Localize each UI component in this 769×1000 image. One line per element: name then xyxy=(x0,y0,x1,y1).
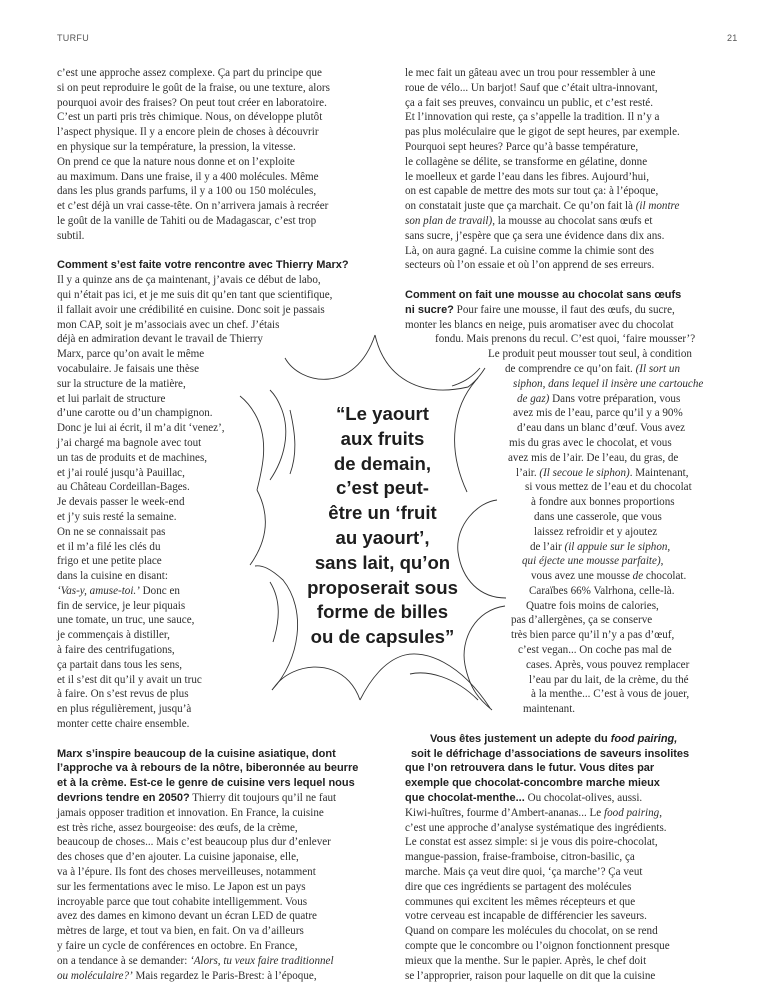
text-line: On ne se connaissait pas xyxy=(57,525,166,538)
italic-aside: de gaz) xyxy=(517,392,550,405)
text-line: C’est un parti pris très chimique. Nous, on développe plutôt xyxy=(57,111,323,124)
text-line: pourquoi avoir des fraises? On peut tout créer en laboratoire. xyxy=(57,96,327,109)
text-line: laissez refroidir et y ajoutez xyxy=(534,525,658,538)
text-line: va à l’épure. Ils font des choses merveilleuses, notamment xyxy=(57,866,316,879)
text-line: d’une carotte ou d’un champignon. xyxy=(57,407,213,420)
text-line: mon CAP, soit je m’associais avec un chef. J’étais xyxy=(57,318,280,331)
text-line: secteurs où l’on essaie et où l’on apprend de ses erreurs. xyxy=(405,259,655,272)
text-line xyxy=(405,540,735,555)
qa-block-mousse xyxy=(405,288,735,717)
pull-quote-line: “Le yaourt xyxy=(336,403,429,424)
text-line: est très riche, assez bourgeoise: des œufs, de la crème, xyxy=(57,821,298,834)
text-line: et j’y suis resté la semaine. xyxy=(57,510,177,523)
text-line: marche. Mais ça veut dire quoi, ‘ça marche’? Ça veut xyxy=(405,866,643,879)
interview-question: soit le défrichage d’associations de saveurs insolites xyxy=(411,747,690,760)
interview-question: que chocolat-menthe... xyxy=(405,792,525,805)
text-line: sur les fermentations avec le miso. Le Japon est un pays xyxy=(57,880,306,893)
text-line: au Château Cordeillan-Bages. xyxy=(57,481,190,494)
text-line: pas d’allergènes, ça se conserve xyxy=(511,614,653,627)
pull-quote-line: être un ‘fruit xyxy=(328,502,437,524)
text-line: dire que ces ingrédients se partagent des molécules xyxy=(405,880,632,893)
text-line: dans les plus grands parfums, il y a 100 ou 150 molécules, xyxy=(57,185,317,198)
text-line xyxy=(405,199,735,214)
italic-quote: ‘Alors, tu veux faire traditionnel xyxy=(190,954,334,967)
text-line: c’est vegan... On coche pas mal de xyxy=(518,644,672,657)
italic-quote: ou moléculaire?’ xyxy=(57,969,133,982)
text-line: ça a fait ses preuves, convaincu un public, et c’est resté. xyxy=(405,96,653,109)
interview-question: Comment on fait une mousse au chocolat sans œufs xyxy=(405,288,682,301)
italic-word: de xyxy=(632,570,644,583)
text-line: pas plus moléculaire que le gigot de sept heures, par exemple. xyxy=(405,126,680,139)
interview-question: devrions tendre en 2050? xyxy=(57,792,190,805)
text-line: et il m’a filé les clés du xyxy=(57,540,161,553)
text-line: monter cette chaire ensemble. xyxy=(57,718,190,731)
text-line: sur la structure de la matière, xyxy=(57,377,186,390)
text-line: on est capable de mettre des mots sur tout ça: à l’époque, xyxy=(405,185,659,198)
text-line: communes qui excitent les mêmes récepteurs et que xyxy=(405,895,636,908)
text-line: Caraïbes 66% Valrhona, celle-là. xyxy=(529,584,675,597)
italic-aside: siphon, dans lequel il insère une cartouche xyxy=(513,377,704,390)
text-line: se l’approprier, raison pour laquelle on dit que la cuisine xyxy=(405,969,656,982)
text-fragment: chocolat. xyxy=(643,570,687,583)
qa-block-food-pairing xyxy=(405,732,735,984)
text-line: déjà en admiration devant le travail de Thierry xyxy=(57,333,263,346)
interview-question: ni sucre? xyxy=(405,303,454,316)
text-fragment: , xyxy=(660,555,664,568)
text-line: un tas de produits et de machines, xyxy=(57,451,208,464)
interview-question: et à la crème. Est-ce le genre de cuisine vers lequel nous xyxy=(57,777,355,790)
text-fragment: de l’air xyxy=(530,540,565,553)
text-fragment: vous avez une mousse xyxy=(531,570,633,583)
text-line: roue de vélo... Un barjot! Sauf que c’était ultra-innovant, xyxy=(405,81,658,94)
text-line: Marx, parce qu’on avait le même xyxy=(57,348,205,361)
text-line: Je devais passer le week-end xyxy=(57,496,185,509)
text-line xyxy=(405,569,735,584)
italic-quote: ‘Vas-y, amuse-toi.’ xyxy=(57,584,140,597)
interview-question: Marx s’inspire beaucoup de la cuisine asiatique, dont xyxy=(57,747,336,760)
text-line: sans sucre, j’espère que ça sera une évidence dans dix ans. xyxy=(405,229,665,242)
text-line: beaucoup de choses... Mais c’est beaucoup plus dur d’enlever xyxy=(57,836,331,849)
text-line: l’aspect physique. Il y a encore plein de choses à découvrir xyxy=(57,126,319,139)
pull-quote-line: aux fruits xyxy=(340,427,425,449)
text-line: et lui parlait de structure xyxy=(57,392,166,405)
text-line: Quatre fois moins de calories, xyxy=(526,599,659,612)
text-line: au maximum. Dans une fraise, il y a 400 molécules. Même xyxy=(57,170,319,183)
section-label: TURFU xyxy=(57,33,89,43)
text-line xyxy=(405,214,735,229)
text-line: et il s’est dit qu’il y avait un truc xyxy=(57,673,202,686)
pull-quote-line: sans lait, qu’on xyxy=(314,551,451,573)
text-line xyxy=(405,554,735,569)
text-line: mètres de large, et tout va bien, en fait. On va d’ailleurs xyxy=(57,925,304,938)
pull-quote-line: de demain, xyxy=(333,452,432,474)
italic-aside: (il montre xyxy=(635,200,680,213)
text-fragment: Dans votre préparation, vous xyxy=(549,392,681,405)
text-fragment: on constatait juste que ça marchait. Ce qu’on fait là xyxy=(405,200,636,213)
text-line: Le produit peut mousser tout seul, à condition xyxy=(488,348,692,361)
pull-quote-line: c’est peut- xyxy=(336,477,429,499)
text-line: fin de service, je leur piquais xyxy=(57,599,186,612)
text-line: mis du gras avec le chocolat, et vous xyxy=(509,436,672,449)
pull-quote-line: forme de billes xyxy=(316,601,449,623)
interview-question: Comment s’est faite votre rencontre avec Thierry Marx? xyxy=(57,259,349,272)
paragraph-intro xyxy=(57,66,387,244)
interview-question: que l’on retrouvera dans le futur. Vous dites par xyxy=(405,762,655,775)
text-line: il fallait avoir une crédibilité en cuisine. Donc soit je passais xyxy=(57,303,325,316)
text-line xyxy=(405,362,735,377)
text-line: maintenant. xyxy=(523,703,576,716)
text-line: subtil. xyxy=(57,229,85,242)
text-line: mieux que la menthe. Sur le papier. Après, le chef doit xyxy=(405,954,647,967)
italic-aside: (il appuie sur le siphon, xyxy=(564,540,671,553)
text-line: à faire. On s’est revus de plus xyxy=(57,688,189,701)
text-fragment: de comprendre ce qu’on fait. xyxy=(505,362,636,375)
text-line: y faire un cycle de conférences en octobre. En France, xyxy=(57,940,298,953)
text-line: le collagène se délite, se transforme en gélatine, donne xyxy=(405,155,648,168)
text-line: en physique sur la température, la pression, la vitesse. xyxy=(57,140,296,153)
text-fragment: Mais regardez le Paris-Brest: à l’époque, xyxy=(132,969,317,982)
text-line: à fondre aux bonnes proportions xyxy=(531,496,675,509)
text-line: le mec fait un gâteau avec un trou pour ressembler à une xyxy=(405,67,656,79)
text-line: c’est une approche assez complexe. Ça part du principe que xyxy=(57,67,322,79)
text-line: avez des dames en kimono devant un écran LED de quatre xyxy=(57,910,317,923)
text-line: si on peut reproduire le goût de la fraise, ou une texture, alors xyxy=(57,81,330,94)
text-fragment: Kiwi-huîtres, fourme d’Ambert-ananas... Le xyxy=(405,806,605,819)
text-line xyxy=(405,466,735,481)
text-line: vocabulaire. Je faisais une thèse xyxy=(57,362,200,375)
text-line: jamais opposer tradition et innovation. En France, la cuisine xyxy=(57,806,324,819)
paragraph-paris-brest xyxy=(405,66,735,273)
text-line: j’ai chargé ma bagnole avec tout xyxy=(57,436,202,449)
text-line: avez mis de l’air. De l’eau, du gras, de xyxy=(508,451,679,464)
text-line: si vous mettez de l’eau et du chocolat xyxy=(525,481,692,494)
page-number: 21 xyxy=(727,33,738,43)
text-line: le goût de la vanille de Tahiti ou de Madagascar, c’est trop xyxy=(57,214,317,227)
text-line: Le constat est assez simple: si je vous dis poire-chocolat, xyxy=(405,836,658,849)
text-line: Pourquoi sept heures? Parce qu’à basse température, xyxy=(405,140,639,153)
text-fragment: Pour faire une mousse, il faut des œufs, du sucre, xyxy=(453,303,675,316)
text-fragment: Vous êtes justement un adepte du xyxy=(430,732,611,745)
text-line: compte que le concombre ou l’oignon fonctionnent presque xyxy=(405,940,670,953)
italic-term: food pairing xyxy=(604,806,660,819)
text-line: dans la cuisine en disant: xyxy=(57,570,168,583)
text-line xyxy=(57,969,387,984)
text-line: une tomate, un truc, une sauce, xyxy=(57,614,195,627)
text-fragment: . Maintenant, xyxy=(629,466,689,479)
text-line: le moelleux et garde l’eau dans les fibres. Aujourd’hui, xyxy=(405,170,649,183)
text-line: monter les blancs en neige, puis aromatiser avec du chocolat xyxy=(405,318,674,331)
pull-quote-line: proposerait sous xyxy=(307,576,458,598)
text-line: avez mis de l’eau, parce qu’il y a 90% xyxy=(513,407,683,420)
text-fragment: on a tendance à se demander: xyxy=(57,954,191,967)
text-line: à faire des centrifugations, xyxy=(57,644,175,657)
interview-question xyxy=(405,732,735,747)
text-line: l’eau par du lait, de la crème, du thé xyxy=(529,673,689,686)
text-line: en plus régulièrement, jusqu’à xyxy=(57,703,192,716)
text-line: je commençais à distiller, xyxy=(57,629,170,642)
text-line: Là, on aura gagné. La cuisine comme la chimie sont des xyxy=(405,244,654,257)
text-line: Quand on compare les molécules du chocolat, on se rend xyxy=(405,925,658,938)
text-line: votre cerveau est incapable de différencier les saveurs. xyxy=(405,910,647,923)
text-line xyxy=(405,392,735,407)
text-fragment: , la mousse au chocolat sans œufs et xyxy=(492,214,653,227)
interview-question: l’approche va à rebours de la nôtre, biberonnée au beurre xyxy=(57,762,359,775)
text-line: et c’est déjà un vrai casse-tête. On n’arrivera jamais à recréer xyxy=(57,200,329,213)
text-line: Il y a quinze ans de ça maintenant, j’avais ce début de labo, xyxy=(57,274,321,287)
text-line xyxy=(57,954,387,969)
text-line: c’est une approche d’analyse systématique des ingrédients. xyxy=(405,821,667,834)
text-line: On prend ce que la nature nous donne et on l’exploite xyxy=(57,155,295,168)
text-line: mangue-passion, fraise-framboise, citron-basilic, ça xyxy=(405,851,635,864)
text-line: incroyable parce que tout cohabite intelligemment. Vous xyxy=(57,895,308,908)
italic-term: food pairing, xyxy=(610,732,678,745)
text-line: et j’ai roulé jusqu’à Pauillac, xyxy=(57,466,185,479)
text-fragment: Thierry dit toujours qu’il ne faut xyxy=(189,792,337,805)
interview-question: exemple que chocolat-concombre marche mieux xyxy=(405,777,660,790)
text-line xyxy=(57,791,387,806)
text-fragment: Ou chocolat-olives, aussi. xyxy=(524,792,643,805)
text-line: ça partait dans tous les sens, xyxy=(57,658,183,671)
text-line xyxy=(405,791,735,806)
italic-aside: son plan de travail) xyxy=(405,214,493,227)
italic-aside: (Il sort un xyxy=(635,362,680,375)
text-line xyxy=(405,303,735,318)
text-line: d’eau dans un blanc d’œuf. Vous avez xyxy=(517,422,686,435)
article-column-right xyxy=(405,66,735,983)
qa-block-cuisine-asiatique xyxy=(57,747,387,984)
text-line: très bien parce qu’il n’y a pas d’œuf, xyxy=(511,629,675,642)
pull-quote-line: ou de capsules” xyxy=(310,626,455,648)
text-line: frigo et une petite place xyxy=(57,555,162,568)
italic-aside: qui éjecte une mousse parfaite) xyxy=(522,555,661,568)
text-line xyxy=(405,806,735,821)
text-line xyxy=(405,377,735,392)
text-fragment: , xyxy=(659,806,662,819)
pull-quote-line: au yaourt’, xyxy=(335,526,430,548)
text-fragment: Donc en xyxy=(139,584,180,597)
text-line: Donc je lui ai écrit, il m’a dit ‘venez’, xyxy=(57,422,225,435)
text-line: dans une casserole, que vous xyxy=(534,510,662,523)
text-line: cases. Après, vous pouvez remplacer xyxy=(526,658,690,671)
text-line: à la menthe... C’est à vous de jouer, xyxy=(531,688,690,701)
text-line: fondu. Mais prenons du recul. C’est quoi, ‘faire mousser’? xyxy=(435,333,696,346)
italic-aside: (Il secoue le siphon) xyxy=(539,466,630,479)
text-line: des choses que d’en ajouter. La cuisine japonaise, elle, xyxy=(57,851,299,864)
text-line: Et l’innovation qui reste, ça s’appelle la tradition. Il n’y a xyxy=(405,111,660,124)
text-fragment: l’air. xyxy=(516,466,540,479)
text-line: qui n’était pas ici, et je me suis dit qu’en tant que scientifique, xyxy=(57,288,333,301)
